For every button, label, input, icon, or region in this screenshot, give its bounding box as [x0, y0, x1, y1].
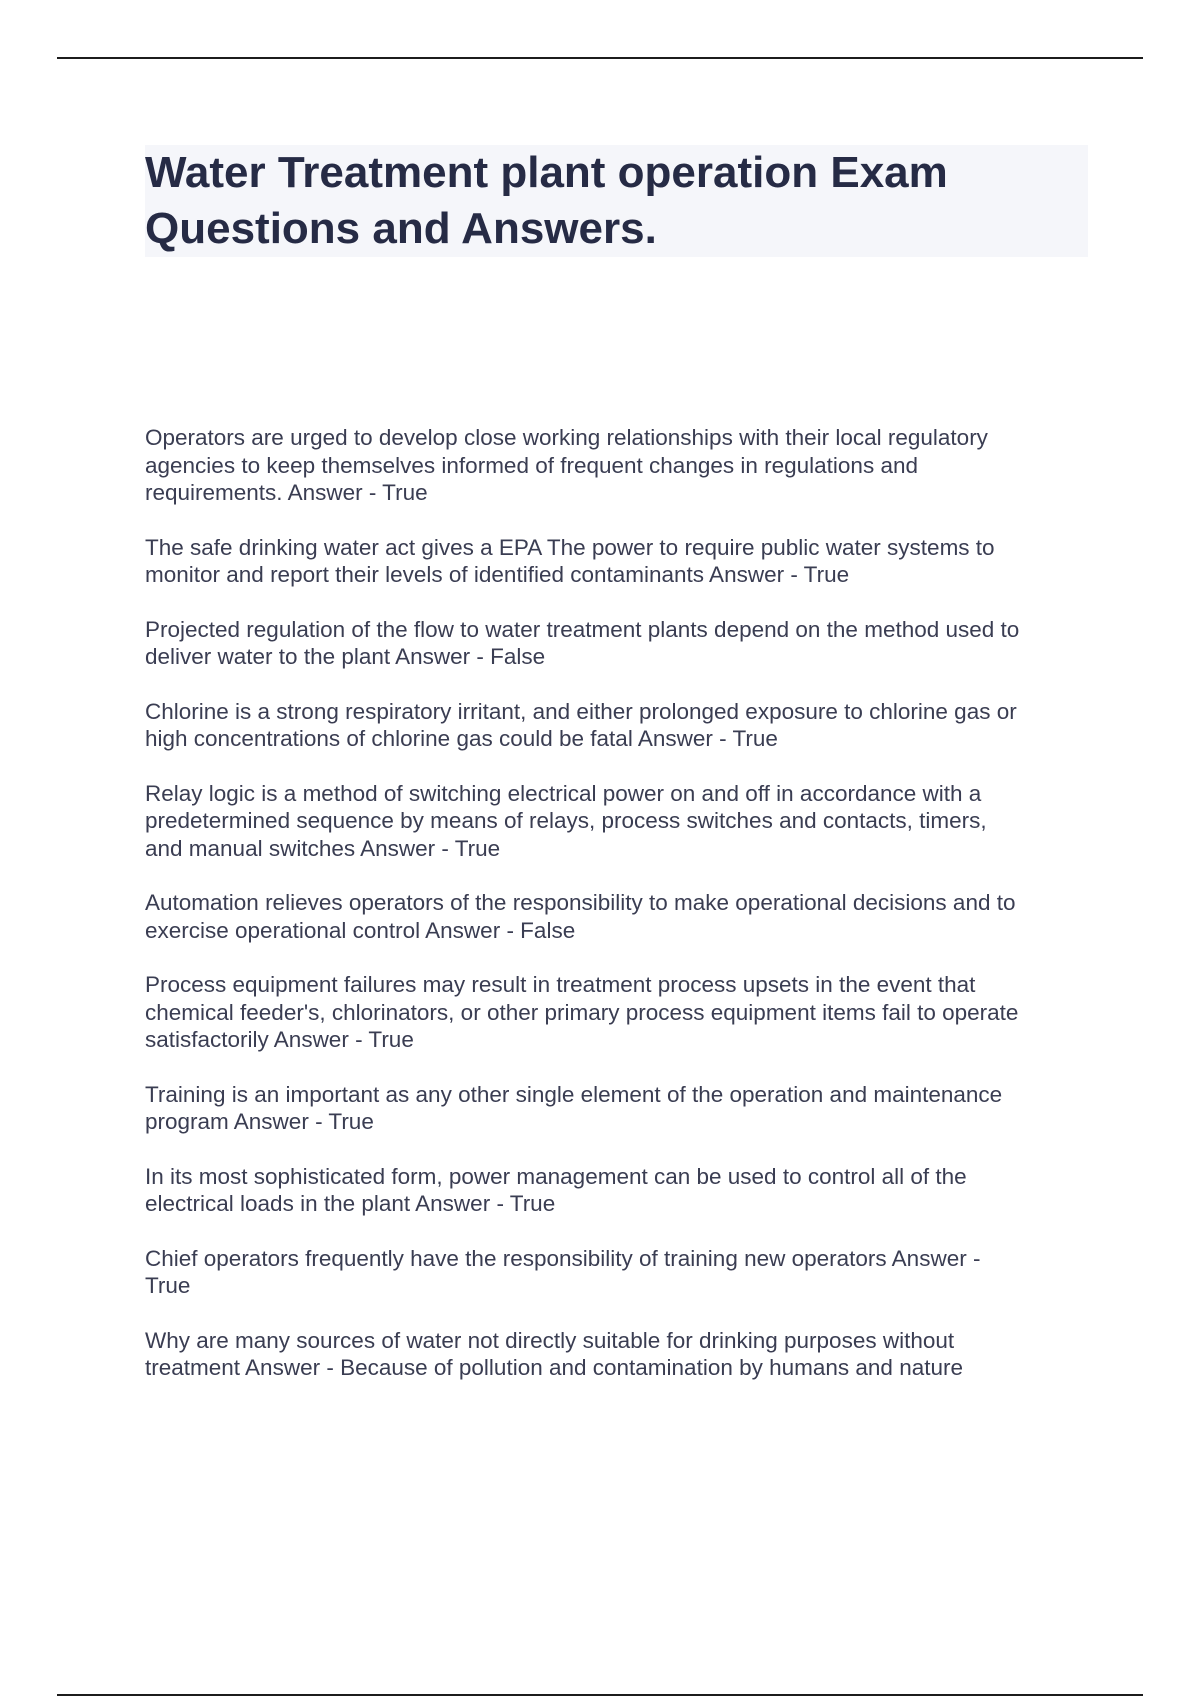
title-block [145, 145, 1088, 257]
qa-item-5: Relay logic is a method of switching electrical power on and off in accordance with a predetermined sequence by means of relays, process switches and contacts, timers, and manual switches Answer - True [145, 780, 987, 861]
qa-item-11: Why are many sources of water not directly suitable for drinking purposes without treatment Answer - Because of pollution and contamination by humans and nature [145, 1327, 963, 1380]
qa-item-7: Process equipment failures may result in treatment process upsets in the event that chemical feeder's, chlorinators, or other primary process equipment items fail to operate satisfactorily Answer - True [145, 972, 1019, 1052]
qa-list [145, 424, 1090, 1409]
qa-item-1: Operators are urged to develop close working relationships with their local regulatory agencies to keep themselves informed of frequent changes in regulations and requirements. Answer - True [145, 425, 988, 505]
qa-item-8: Training is an important as any other single element of the operation and maintenance program Answer - True [145, 1081, 1003, 1134]
qa-item-10: Chief operators frequently have the responsibility of training new operators Answer - True [145, 1245, 981, 1298]
qa-item-6: Automation relieves operators of the responsibility to make operational decisions and to exercise operational control Answer - False [145, 890, 1016, 943]
top-rule [57, 57, 1143, 59]
qa-item-3: Projected regulation of the flow to water treatment plants depend on the method used to deliver water to the plant Answer - False [145, 616, 1020, 669]
bottom-rule [57, 1694, 1143, 1696]
qa-item-9: In its most sophisticated form, power management can be used to control all of the electrical loads in the plant Answer - True [145, 1163, 967, 1216]
qa-item-2: The safe drinking water act gives a EPA The power to require public water systems to monitor and report their levels of identified contaminants Answer - True [145, 534, 995, 587]
qa-item-4: Chlorine is a strong respiratory irritant, and either prolonged exposure to chlorine gas or high concentrations of chlorine gas could be fatal Answer - True [145, 698, 1017, 751]
document-title: Water Treatment plant operation Exam Questions and Answers. [145, 148, 948, 253]
